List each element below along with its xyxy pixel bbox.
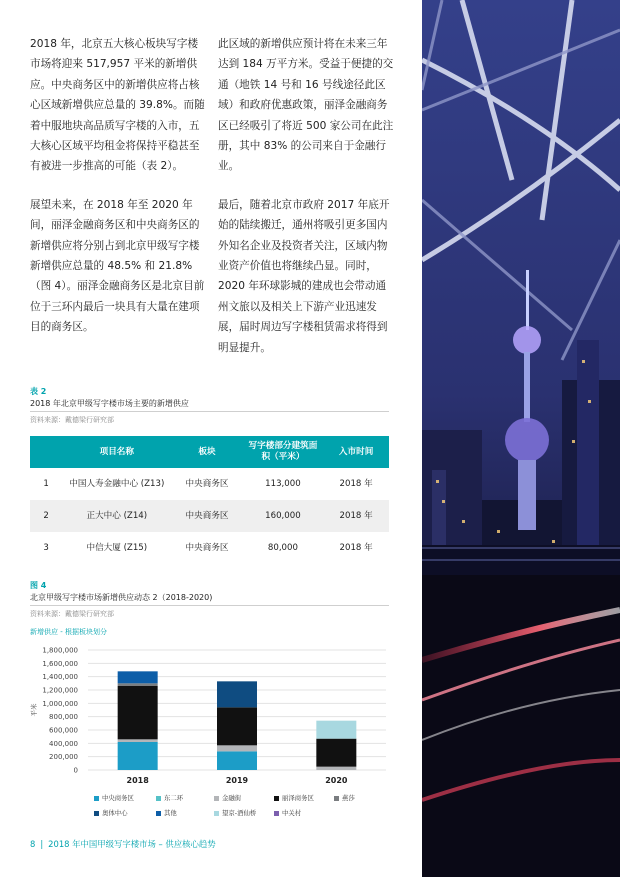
legend-item (274, 793, 314, 802)
legend-label: 中关村 (282, 809, 302, 817)
legend-label: 望京-酒仙桥 (222, 809, 257, 817)
table-cell: 中央商务区 (171, 500, 242, 532)
legend-swatch (214, 796, 219, 801)
bar-segment (316, 739, 356, 767)
paragraph: 此区域的新增供应预计将在未来三年达到 184 万平方米。受益于便捷的交通（地铁 14 号和 16 号线途径此区域）和政府优惠政策，丽泽金融商务区已经吸引了将近 500 家公司在此注册，其中 83% 的公司来自于金融行业。 (218, 38, 394, 173)
x-tick-label: 2018 (126, 776, 149, 785)
legend-swatch (274, 811, 279, 816)
table-cell: 3 (43, 542, 49, 553)
table-title: 2018 年北京甲级写字楼市场主要的新增供应 (30, 399, 189, 408)
bar-segment (217, 751, 257, 770)
table-cell: 2 (30, 500, 62, 532)
table-header-cell (30, 436, 62, 468)
table-row (30, 500, 389, 532)
figure-title: 北京甲级写字楼市场新增供应动态 2（2018-2020) (30, 593, 213, 602)
paragraph: 展望未来，在 2018 年至 2020 年间，丽泽金融商务区和中央商务区的新增供应将分别占到北京甲级写字楼新增供应总量的 48.5% 和 21.8%（图 4）。丽泽金融商务区是北京目前位于三环内最后一块具有大量在建项目的商务区。 (30, 198, 205, 334)
bar-segment (217, 681, 257, 707)
table-cell: 1 (43, 478, 49, 489)
legend-swatch (94, 811, 99, 816)
bar-segment (217, 745, 257, 751)
table-cell: 中央商务区 (185, 542, 229, 553)
table-source: 资料来源：戴德梁行研究部 (30, 416, 114, 424)
legend-swatch (334, 796, 339, 801)
legend-label: 东二环 (164, 794, 184, 802)
y-tick-label: 400,000 (49, 739, 78, 748)
night-city-image (422, 0, 620, 877)
legend-label: 其他 (164, 809, 177, 817)
table-header-cell: 写字楼部分建筑面积（平米） (243, 436, 324, 468)
paragraph: 最后，随着北京市政府 2017 年底开始的陆续搬迁，通州将吸引更多国内外知名企业及投资者关注，区域内物业资产价值也将继续凸显。同时，2020 年环球影城的建成也会带动通州文旅以及相关上下游产业迅速发展，届时周边写字楼租赁需求将得到明显提升。 (218, 198, 390, 354)
table-cell: 中国人寿金融中心 (Z13) (69, 478, 165, 489)
bar-segment (118, 686, 158, 739)
legend-swatch (214, 811, 219, 816)
paragraph: 2018 年，北京五大核心板块写字楼市场将迎来 517,957 平米的新增供应。中央商务区中的新增供应将占核心区域新增供应总量的 39.8%。而随着中服地块高品质写字楼的入市，五大核心区域平均租金将保持平稳甚至有被进一步推高的可能（表 2）。 (30, 38, 205, 173)
table-cell: 2018 年 (323, 500, 389, 532)
legend-label: 燕莎 (342, 794, 355, 802)
y-tick-label: 800,000 (49, 713, 78, 722)
table-cell: 2018 年 (339, 478, 373, 489)
table-cell: 160,000 (243, 500, 324, 532)
footer-separator: | (40, 839, 44, 849)
legend-item (94, 808, 128, 817)
bar-segment (217, 707, 257, 745)
table-row (30, 468, 389, 500)
y-tick-label: 200,000 (49, 753, 78, 762)
bar-segment (316, 721, 356, 739)
figure-source: 资料来源：戴德梁行研究部 (30, 610, 114, 618)
table-header-cell: 板块 (171, 436, 242, 468)
legend-item (274, 808, 301, 817)
x-tick-label: 2019 (225, 776, 249, 785)
body-text-left-column (30, 34, 206, 356)
x-tick-label: 2020 (325, 776, 348, 785)
legend-swatch (274, 796, 279, 801)
table-row (30, 532, 389, 564)
y-tick-label: 1,400,000 (42, 673, 78, 682)
body-text-right-column (218, 34, 394, 376)
y-tick-label: 1,600,000 (42, 659, 78, 668)
page-number: 8 (30, 839, 36, 849)
bar-segment (118, 742, 158, 770)
table-header-row (30, 436, 389, 468)
bar-segment (118, 683, 158, 686)
table-label: 表 2 (30, 387, 47, 396)
legend-item (214, 808, 256, 817)
table-cell: 中信大厦 (Z15) (86, 542, 148, 553)
legend-swatch (94, 796, 99, 801)
y-axis-label: 平米 (30, 703, 38, 717)
stacked-bar-chart (30, 640, 394, 790)
table-header-cell: 入市时间 (323, 436, 389, 468)
legend-item (334, 793, 355, 802)
legend-label: 丽泽商务区 (282, 794, 314, 802)
table-cell: 113,000 (265, 478, 301, 489)
legend-label: 中央商务区 (102, 794, 134, 802)
y-tick-label: 600,000 (49, 726, 78, 735)
legend-label: 奥体中心 (102, 809, 128, 817)
y-tick-label: 1,800,000 (42, 646, 78, 655)
bar-segment (118, 671, 158, 683)
chart-subtitle: 新增供应 - 根据板块划分 (30, 628, 107, 636)
legend-label: 金融街 (222, 794, 242, 802)
table-cell: 80,000 (267, 542, 298, 553)
table-cell: 正大中心 (Z14) (62, 500, 171, 532)
bar-segment (316, 767, 356, 770)
divider (30, 605, 389, 606)
table-cell: 中央商务区 (185, 478, 229, 489)
table-header-cell: 项目名称 (62, 436, 171, 468)
cityscape-photo (422, 0, 620, 877)
legend-swatch (156, 811, 161, 816)
table-cell: 2018 年 (339, 542, 373, 553)
legend-item (94, 793, 134, 802)
divider (30, 411, 389, 412)
bar-segment (118, 739, 158, 742)
footer-title: 2018 年中国甲级写字楼市场 – 供应核心趋势 (48, 839, 216, 849)
supply-table (30, 436, 389, 564)
legend-item (156, 793, 183, 802)
page-footer (30, 838, 216, 850)
legend-swatch (156, 796, 161, 801)
y-tick-label: 1,000,000 (42, 699, 78, 708)
legend-item (214, 793, 241, 802)
y-tick-label: 1,200,000 (42, 686, 78, 695)
y-tick-label: 0 (73, 766, 78, 775)
legend-item (156, 808, 177, 817)
figure-label: 图 4 (30, 581, 47, 590)
